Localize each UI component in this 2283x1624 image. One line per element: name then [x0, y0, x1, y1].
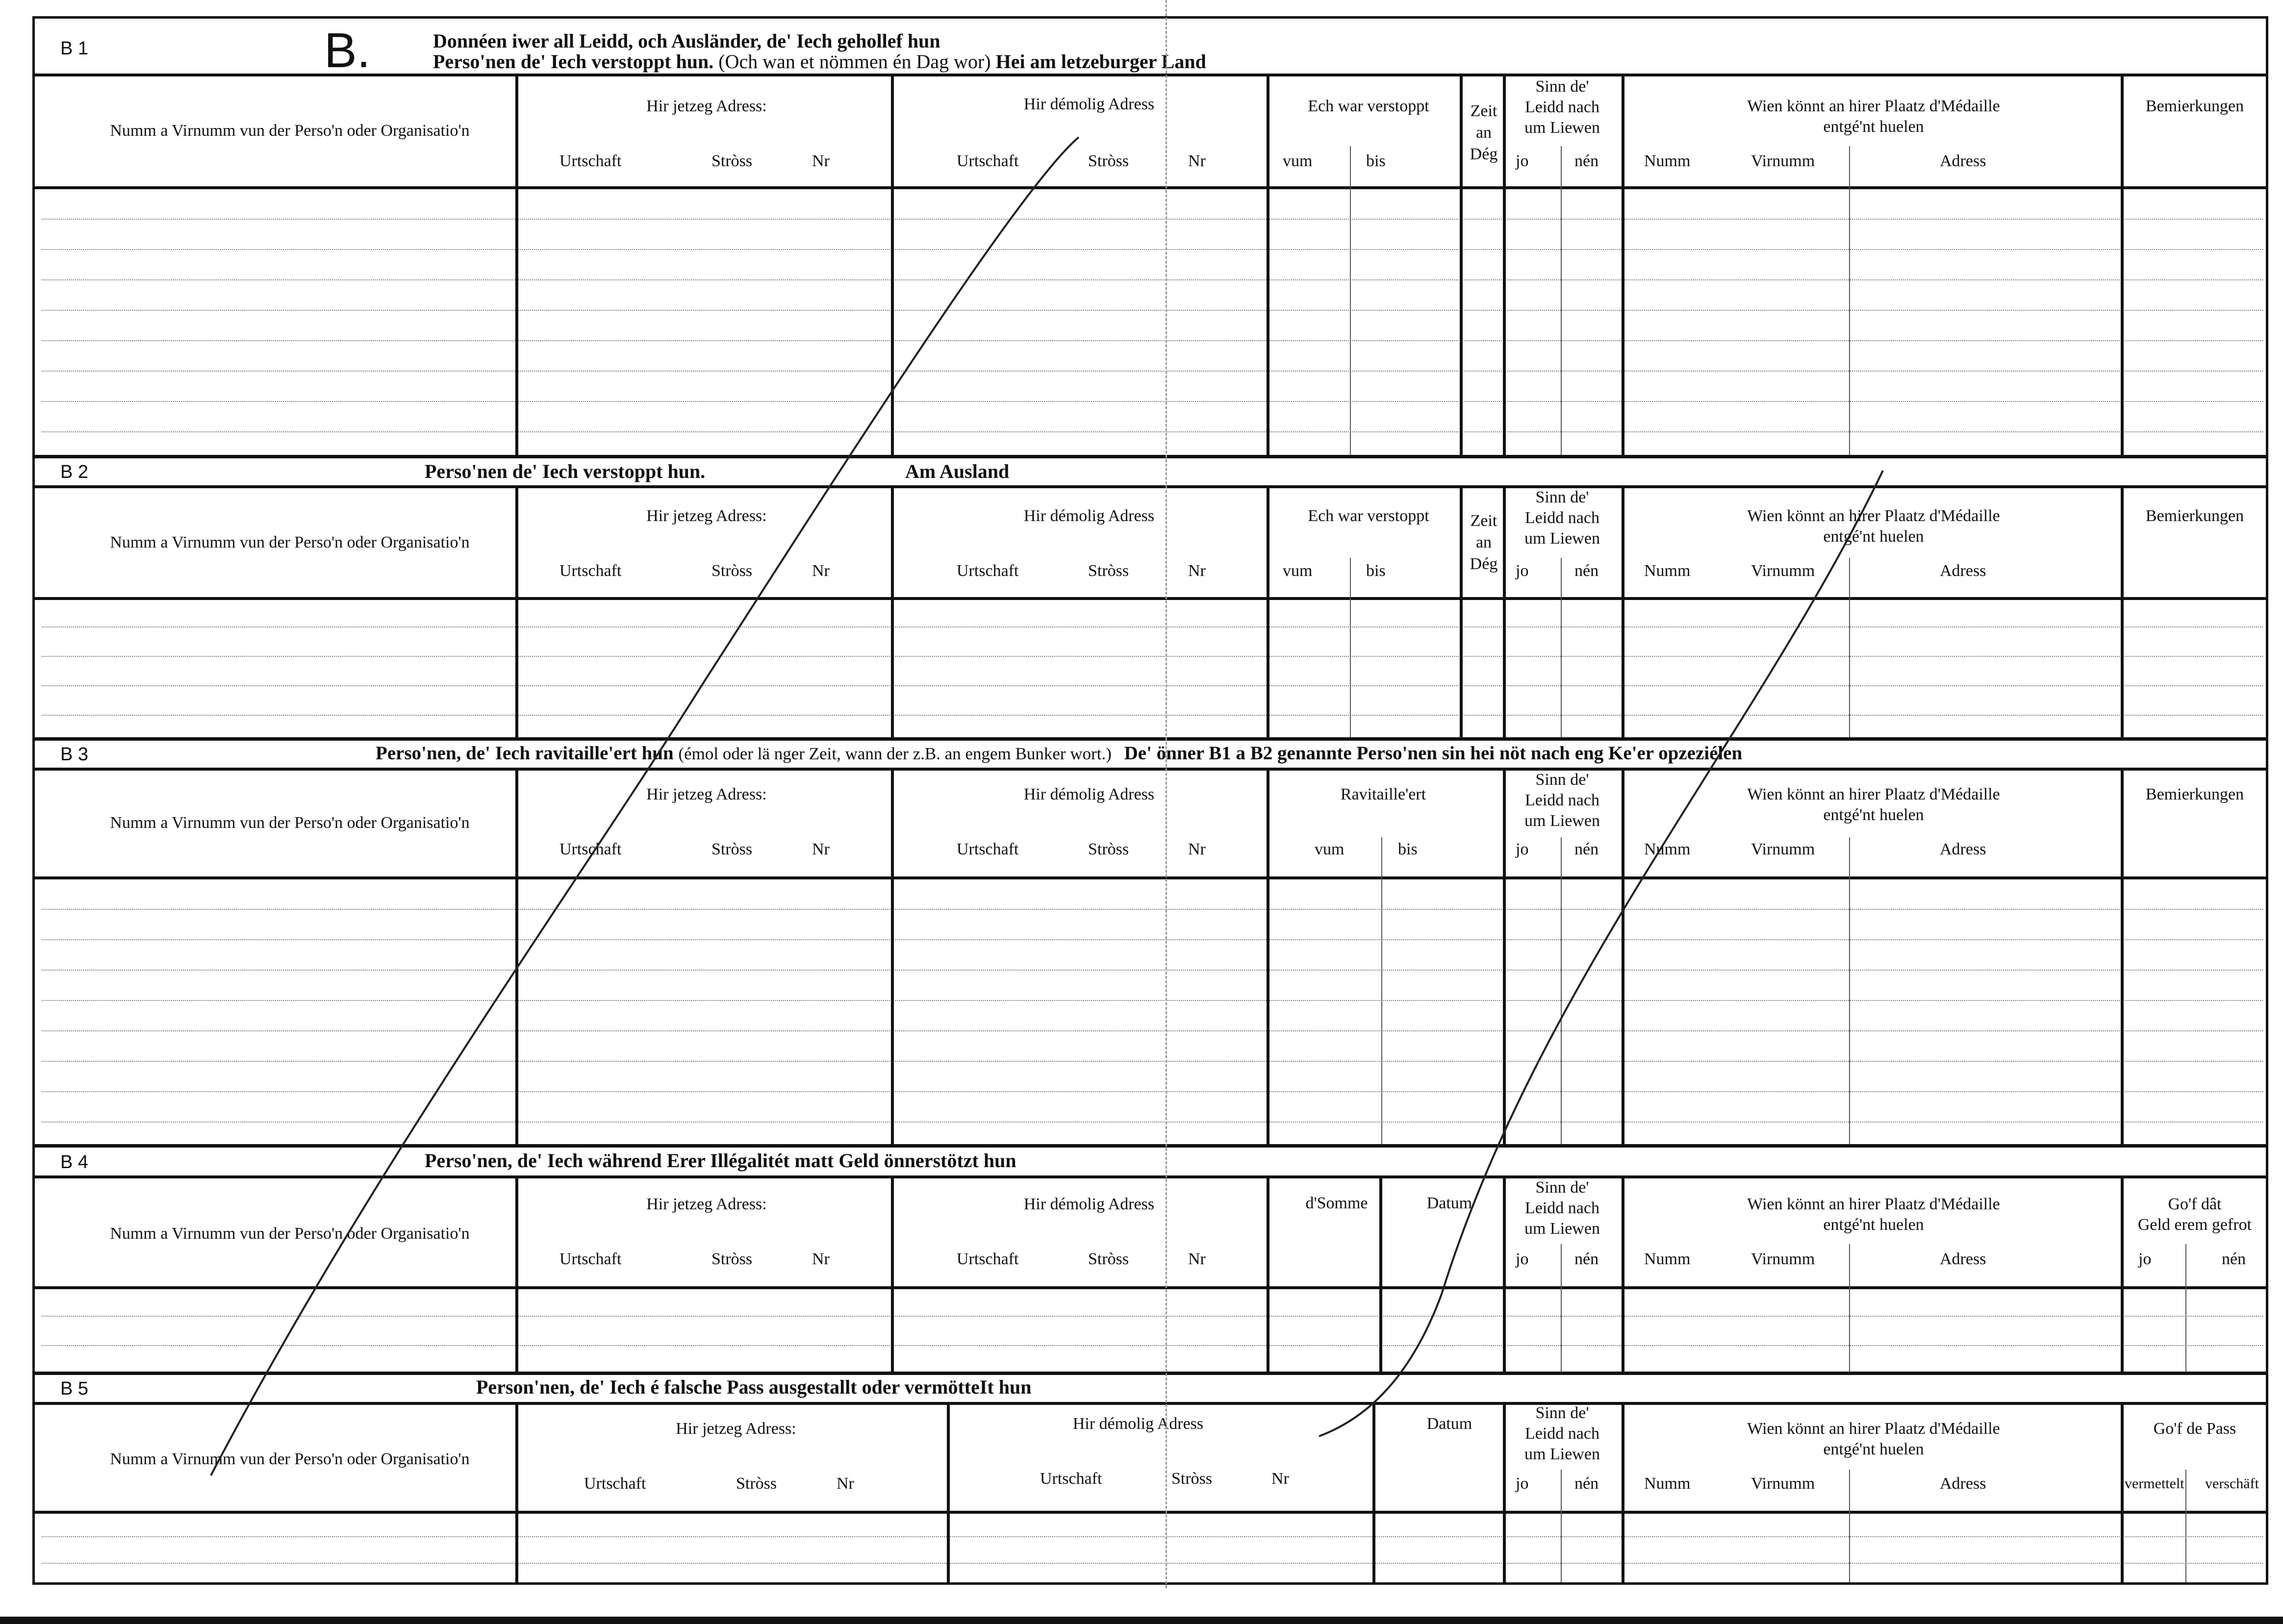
b3-header-alive-2: Leidd nach [1525, 791, 1599, 809]
b4-header-number: Nr [812, 1250, 830, 1268]
b1-header-days-1: Zeit [1470, 102, 1497, 120]
b1-header-yes: jo [1516, 152, 1529, 170]
b2-header-days-2: an [1475, 533, 1492, 551]
section-b4-title: Perso'nen, de' Iech während Erer Illégalitét matt Geld önnerstötzt hun [425, 1149, 1016, 1172]
b1-header-firstname: Virnumm [1751, 152, 1815, 170]
b1-header-days-3: Dég [1470, 145, 1498, 163]
b4-header-money-2: Geld erem gefrot [2137, 1216, 2252, 1234]
section-b5-label: B 5 [60, 1378, 89, 1399]
b2-header-town: Urtschaft [957, 562, 1019, 580]
b4-header-no: nén [2222, 1250, 2246, 1268]
b1-header-alive-3: um Liewen [1524, 119, 1600, 137]
b1-header-street: Stròss [1088, 152, 1129, 170]
b3-header-from: vum [1315, 840, 1344, 858]
b1-header-name: Numm a Virnumm vun der Perso'n oder Organisatio'n [110, 122, 470, 140]
section-b3-label: B 3 [60, 744, 89, 765]
b5-header-number: Nr [1271, 1470, 1289, 1488]
b3-header-street: Stròss [1088, 840, 1129, 858]
pencil-stroke-right [1319, 471, 1883, 1436]
b4-header-town: Urtschaft [957, 1250, 1019, 1268]
b3-header-town: Urtschaft [957, 840, 1019, 858]
b4-header-alive-1: Sinn de' [1535, 1178, 1589, 1197]
b2-header-name: Numm a Virnumm vun der Perso'n oder Organisatio'n [110, 533, 470, 551]
b1-header-town: Urtschaft [957, 152, 1019, 170]
b5-header-address: Adress [1940, 1474, 1986, 1493]
b1-header-number: Nr [1188, 152, 1206, 170]
section-b2-title-right: Am Ausland [905, 460, 1010, 482]
b2-header-town: Urtschaft [559, 562, 622, 580]
b5-header-yes: jo [1516, 1474, 1529, 1493]
b2-header-to: bis [1366, 562, 1386, 580]
section-b5-title: Person'nen, de' Iech é falsche Pass ausgestallt oder vermötteIt hun [476, 1376, 1032, 1398]
b5-header-street: Stròss [736, 1474, 777, 1493]
b5-header-pass: Go'f de Pass [2153, 1420, 2236, 1438]
b5-header-number: Nr [837, 1474, 854, 1493]
b4-header-surname: Numm [1644, 1250, 1691, 1268]
b2-header-days-1: Zeit [1470, 512, 1497, 530]
b1-header-medal-1: Wien könnt an hirer Plaatz d'Médaille [1747, 97, 2000, 115]
b5-header-alive-3: um Liewen [1524, 1445, 1600, 1463]
b5-header-medal-2: entgé'nt huelen [1823, 1440, 1924, 1458]
b5-header-current-address: Hir jetzeg Adress: [676, 1420, 796, 1438]
section-b4-label: B 4 [60, 1152, 89, 1173]
b4-header-no: nén [1574, 1250, 1599, 1268]
b3-header-remarks: Bemierkungen [2145, 785, 2244, 803]
b5-header-name: Numm a Virnumm vun der Perso'n oder Organisatio'n [110, 1450, 470, 1468]
b4-header-yes: jo [2138, 1250, 2152, 1268]
paper-fold-line [1166, 0, 1167, 1588]
b2-header-address: Adress [1940, 562, 1986, 580]
b5-header-street: Stròss [1171, 1470, 1213, 1488]
b1-header-from: vum [1283, 152, 1313, 170]
b3-header-town: Urtschaft [559, 840, 622, 858]
b3-header-firstname: Virnumm [1751, 840, 1815, 858]
b4-header-date: Datum [1426, 1194, 1472, 1212]
b4-header-name: Numm a Virnumm vun der Perso'n oder Organisatio'n [110, 1224, 470, 1243]
b1-header-town: Urtschaft [559, 152, 622, 170]
b4-header-yes: jo [1516, 1250, 1529, 1268]
b1-header-to: bis [1366, 152, 1386, 170]
b1-header-surname: Numm [1644, 152, 1691, 170]
b5-header-issued: verschäft [2205, 1475, 2259, 1492]
b2-header-former-address: Hir démolig Adress [1023, 507, 1155, 525]
b2-header-medal-2: entgé'nt huelen [1823, 527, 1924, 546]
section-b2-label: B 2 [60, 462, 89, 482]
b1-header-number: Nr [812, 152, 830, 170]
b1-header-days-2: an [1475, 124, 1492, 142]
b5-header-town: Urtschaft [1040, 1470, 1102, 1488]
b1-header-address: Adress [1940, 152, 1986, 170]
b1-header-street: Stròss [711, 152, 753, 170]
section-b1-title-end: Hei am letzeburger Land [995, 50, 1206, 73]
b1-header-hidden: Ech war verstoppt [1308, 97, 1429, 115]
section-b3-title-end: De' önner B1 a B2 genannte Perso'nen sin hei nöt nach eng Ke'er opzeziélen [1124, 743, 1743, 764]
b1-header-remarks: Bemierkungen [2145, 97, 2244, 115]
b1-header-medal-2: entgé'nt huelen [1823, 118, 1924, 136]
b3-header-name: Numm a Virnumm vun der Perso'n oder Organisatio'n [110, 814, 470, 832]
b4-header-alive-3: um Liewen [1524, 1220, 1600, 1238]
b2-header-remarks: Bemierkungen [2145, 507, 2244, 525]
b4-header-alive-2: Leidd nach [1525, 1199, 1599, 1217]
scan-edge [0, 1617, 2283, 1624]
section-b1-title-bold: Perso'nen de' Iech verstoppt hun. [433, 50, 714, 73]
b5-header-arranged: vermettelt [2125, 1475, 2184, 1492]
b3-header-surname: Numm [1644, 840, 1691, 858]
b2-header-no: nén [1574, 562, 1599, 580]
form-part-letter: B. [324, 23, 371, 78]
b2-header-alive-2: Leidd nach [1525, 509, 1599, 527]
b2-header-current-address: Hir jetzeg Adress: [646, 507, 767, 525]
b5-header-no: nén [1574, 1474, 1599, 1493]
b2-header-firstname: Virnumm [1751, 562, 1815, 580]
b2-header-number: Nr [1188, 562, 1206, 580]
b1-header-alive-1: Sinn de' [1535, 77, 1589, 96]
b4-header-number: Nr [1188, 1250, 1206, 1268]
b4-header-sum: d'Somme [1305, 1194, 1368, 1212]
b3-header-yes: jo [1516, 840, 1529, 858]
b5-header-firstname: Virnumm [1751, 1474, 1815, 1493]
b2-header-surname: Numm [1644, 562, 1691, 580]
b2-header-medal-1: Wien könnt an hirer Plaatz d'Médaille [1747, 507, 2000, 525]
section-b3-title-bold: Perso'nen, de' Iech ravitaille'ert hun [376, 743, 674, 764]
section-b1-label: B 1 [60, 38, 89, 59]
b3-header-medal-2: entgé'nt huelen [1823, 806, 1924, 824]
b3-header-supplied: Ravitaille'ert [1340, 785, 1426, 803]
b4-header-former-address: Hir démolig Adress [1023, 1195, 1155, 1213]
b1-header-alive-2: Leidd nach [1525, 98, 1599, 116]
b2-header-street: Stròss [1088, 562, 1129, 580]
b3-header-number: Nr [812, 840, 830, 858]
b5-header-alive-1: Sinn de' [1535, 1404, 1589, 1422]
b2-header-yes: jo [1516, 562, 1529, 580]
b3-header-former-address: Hir démolig Adress [1023, 785, 1155, 803]
b2-header-days-3: Dég [1470, 555, 1498, 573]
b2-header-number: Nr [812, 562, 830, 580]
pencil-stroke-left [211, 137, 1079, 1475]
b2-header-hidden: Ech war verstoppt [1308, 507, 1429, 525]
b4-header-medal-2: entgé'nt huelen [1823, 1216, 1924, 1234]
section-b1-title-note: (Och wan et nömmen én Dag wor) [718, 50, 991, 73]
b5-header-medal-1: Wien könnt an hirer Plaatz d'Médaille [1747, 1420, 2000, 1438]
b4-header-medal-1: Wien könnt an hirer Plaatz d'Médaille [1747, 1195, 2000, 1213]
b4-header-firstname: Virnumm [1751, 1250, 1815, 1268]
b3-header-street: Stròss [711, 840, 753, 858]
b3-header-address: Adress [1940, 840, 1986, 858]
b3-header-no: nén [1574, 840, 1599, 858]
section-b2-title: Perso'nen de' Iech verstoppt hun. [425, 460, 706, 482]
b5-header-former-address: Hir démolig Adress [1072, 1415, 1204, 1433]
b5-header-town: Urtschaft [584, 1474, 646, 1493]
b2-header-street: Stròss [711, 562, 753, 580]
section-b1-title-line1: Donnéen iwer all Leidd, och Ausländer, de' Iech gehollef hun [433, 30, 940, 52]
b4-header-street: Stròss [711, 1250, 753, 1268]
b3-header-current-address: Hir jetzeg Adress: [646, 785, 767, 803]
section-b3-title-note: (émol oder lä nger Zeit, wann der z.B. an engem Bunker wort.) [678, 744, 1112, 763]
b4-header-current-address: Hir jetzeg Adress: [646, 1195, 767, 1213]
b2-header-alive-1: Sinn de' [1535, 488, 1589, 506]
b5-header-surname: Numm [1644, 1474, 1691, 1493]
b3-header-number: Nr [1188, 840, 1206, 858]
b2-header-alive-3: um Liewen [1524, 529, 1600, 548]
b3-header-alive-1: Sinn de' [1535, 771, 1589, 789]
b4-header-money-1: Go'f dât [2168, 1195, 2222, 1213]
b1-header-no: nén [1574, 152, 1599, 170]
b5-header-alive-2: Leidd nach [1525, 1424, 1599, 1443]
b2-header-from: vum [1283, 562, 1313, 580]
b3-header-to: bis [1398, 840, 1418, 858]
b4-header-street: Stròss [1088, 1250, 1129, 1268]
b4-header-town: Urtschaft [559, 1250, 622, 1268]
b3-header-alive-3: um Liewen [1524, 812, 1600, 830]
b3-header-medal-1: Wien könnt an hirer Plaatz d'Médaille [1747, 785, 2000, 803]
b4-header-address: Adress [1940, 1250, 1986, 1268]
b1-header-former-address: Hir démolig Adress [1023, 95, 1155, 113]
b5-header-date: Datum [1426, 1415, 1472, 1433]
b1-header-current-address: Hir jetzeg Adress: [646, 97, 767, 115]
